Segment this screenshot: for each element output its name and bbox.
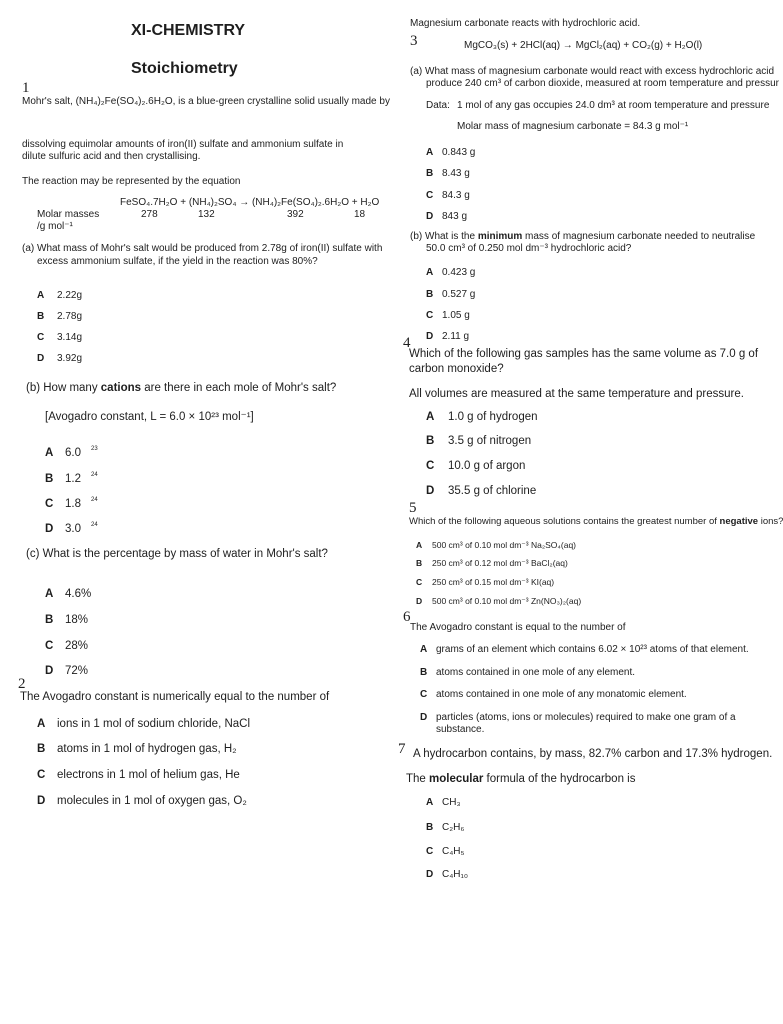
question-number-2: 2: [18, 676, 26, 692]
option-letter: A: [45, 588, 54, 600]
q1b-question-post: are there in each mole of Mohr's salt?: [141, 382, 337, 394]
option-text: 1.8: [65, 498, 81, 510]
option-letter: C: [45, 498, 54, 510]
option-text: 1.05 g: [442, 310, 470, 321]
option-letter: D: [426, 211, 434, 222]
option-letter: A: [37, 718, 46, 730]
q3a-option-b[interactable]: [426, 168, 470, 179]
option-text: 250 cm³ of 0.15 mol dm⁻³ KI(aq): [432, 577, 555, 587]
q1-intro: Mohr's salt, (NH₄)₂Fe(SO₄)₂.6H₂O, is a blue-green crystalline solid usually made by: [22, 96, 390, 107]
q1c-option-a[interactable]: [45, 588, 91, 600]
option-letter: C: [37, 769, 46, 781]
q1a-option-d[interactable]: [37, 353, 82, 364]
q1a-question-line2: excess ammonium sulfate, if the yield in the reaction was 80%?: [37, 256, 318, 267]
q3b-option-c[interactable]: [426, 310, 470, 321]
option-letter: B: [45, 473, 54, 485]
option-text: 2.78g: [57, 311, 83, 322]
q3b-question-line2: 50.0 cm³ of 0.250 mol dm⁻³ hydrochloric acid?: [426, 243, 632, 254]
molar-mass-value: 18: [354, 209, 366, 220]
option-letter: C: [426, 846, 434, 857]
option-text: 10.0 g of argon: [448, 460, 526, 472]
q1b-option-a[interactable]: [45, 447, 98, 459]
q4-question-line2: carbon monoxide?: [409, 363, 504, 375]
molar-mass-value: 392: [287, 209, 304, 220]
question-number-7: 7: [398, 741, 406, 757]
option-text: 2.11 g: [442, 331, 470, 342]
q1b-option-c[interactable]: [45, 498, 98, 510]
q5-option-c[interactable]: [416, 577, 554, 588]
q7-formula-post: formula of the hydrocarbon is: [483, 773, 636, 785]
option-letter: A: [416, 540, 423, 550]
option-text: molecules in 1 mol of oxygen gas, O₂: [57, 795, 247, 807]
option-letter: B: [45, 614, 54, 626]
option-letter: A: [37, 290, 45, 301]
q4-option-d[interactable]: [426, 485, 536, 497]
option-text: 0.423 g: [442, 267, 476, 278]
q5-option-a[interactable]: [416, 540, 576, 551]
option-text: atoms in 1 mol of hydrogen gas, H₂: [57, 743, 237, 755]
option-letter: B: [37, 743, 46, 755]
option-letter: C: [426, 190, 434, 201]
q1b-option-b[interactable]: [45, 473, 98, 485]
option-text: C₄H₁₀: [442, 869, 469, 880]
q3a-option-c[interactable]: [426, 190, 470, 201]
page-title: XI-CHEMISTRY: [131, 22, 246, 39]
option-text: atoms contained in one mole of any monatomic element.: [436, 689, 687, 700]
option-letter: C: [45, 640, 54, 652]
option-text: C₄H₅: [442, 846, 465, 857]
q7-question: A hydrocarbon contains, by mass, 82.7% carbon and 17.3% hydrogen.: [413, 748, 773, 760]
q1c-question: (c) What is the percentage by mass of water in Mohr's salt?: [26, 548, 328, 560]
q3b-question: [410, 231, 755, 242]
option-letter: D: [37, 795, 46, 807]
q6-option-c[interactable]: [420, 689, 687, 700]
q7-formula-pre: The: [406, 773, 430, 785]
q3b-question-post: mass of magnesium carbonate needed to neutralise: [522, 231, 756, 242]
option-letter: B: [416, 558, 423, 568]
q1a-option-c[interactable]: [37, 332, 82, 343]
option-text: 3.92g: [57, 353, 83, 364]
q3b-question-pre: (b) What is the: [410, 231, 478, 242]
option-text: 4.6%: [65, 588, 92, 600]
q6-option-b[interactable]: [420, 667, 635, 678]
option-text: 1.0 g of hydrogen: [448, 411, 538, 423]
option-letter: D: [426, 869, 434, 880]
q6-option-d-line2: substance.: [436, 724, 485, 735]
option-text: electrons in 1 mol of helium gas, He: [57, 769, 240, 781]
q4-option-c[interactable]: [426, 460, 525, 472]
q3a-option-d[interactable]: [426, 211, 467, 222]
q1-equation: FeSO₄.7H₂O + (NH₄)₂SO₄ → (NH₄)₂Fe(SO₄)₂.6H₂O + H₂O: [120, 197, 380, 208]
option-letter: C: [420, 689, 428, 700]
molar-mass-value: 132: [198, 209, 215, 220]
option-letter: D: [416, 596, 423, 606]
question-number-1: 1: [22, 80, 30, 96]
option-text: ions in 1 mol of sodium chloride, NaCl: [57, 718, 251, 730]
option-letter: A: [420, 644, 428, 655]
option-text: grams of an element which contains 6.02 × 10²³ atoms of that element.: [436, 644, 749, 655]
q2-option-c[interactable]: [37, 769, 240, 781]
data-line-1: 1 mol of any gas occupies 24.0 dm³ at room temperature and pressure: [457, 100, 770, 111]
q3a-question: (a) What mass of magnesium carbonate would react with excess hydrochloric acid: [410, 66, 775, 77]
q2-option-b[interactable]: [37, 743, 237, 755]
q6-option-a[interactable]: [420, 644, 749, 655]
q5-option-b[interactable]: [416, 558, 568, 569]
option-letter: C: [416, 577, 423, 587]
option-text: C₂H₆: [442, 822, 465, 833]
option-letter: C: [426, 460, 435, 472]
option-text: 250 cm³ of 0.12 mol dm⁻³ BaCl₂(aq): [432, 558, 568, 568]
option-text: 843 g: [442, 211, 468, 222]
q1-equation-intro: The reaction may be represented by the equation: [22, 176, 241, 187]
option-text: 18%: [65, 614, 89, 626]
q1a-question: (a) What mass of Mohr's salt would be produced from 2.78g of iron(II) sulfate with: [22, 243, 383, 254]
option-text: 500 cm³ of 0.10 mol dm⁻³ Zn(NO₃)₂(aq): [432, 596, 582, 606]
option-text: 0.527 g: [442, 289, 476, 300]
q1a-option-a[interactable]: [37, 290, 82, 301]
q6-option-d[interactable]: [420, 712, 736, 723]
option-letter: A: [426, 411, 435, 423]
question-number-3: 3: [410, 33, 418, 49]
option-letter: A: [426, 147, 434, 158]
q4-option-a[interactable]: [426, 411, 538, 423]
option-text: 0.843 g: [442, 147, 476, 158]
topic-title: Stoichiometry: [131, 60, 238, 77]
q5-option-d[interactable]: [416, 596, 581, 607]
option-letter: B: [37, 311, 45, 322]
q1b-option-d[interactable]: [45, 523, 98, 535]
option-exponent: 23: [91, 446, 98, 452]
q3b-option-a[interactable]: [426, 267, 475, 278]
option-letter: C: [426, 310, 434, 321]
q3-equation: MgCO₃(s) + 2HCl(aq) → MgCl₂(aq) + CO₂(g) + H₂O(l): [464, 40, 703, 51]
q6-question: The Avogadro constant is equal to the number of: [410, 622, 626, 633]
option-text: 72%: [65, 665, 89, 677]
q3b-question-bold: minimum: [477, 231, 523, 242]
q3a-option-a[interactable]: [426, 147, 475, 158]
q1c-option-c[interactable]: [45, 640, 88, 652]
q4-question: Which of the following gas samples has the same volume as 7.0 g of: [409, 348, 759, 360]
option-letter: D: [37, 353, 45, 364]
option-text: 1.2: [65, 473, 81, 485]
option-letter: A: [426, 267, 434, 278]
option-text: 35.5 g of chlorine: [448, 485, 537, 497]
q1c-option-b[interactable]: [45, 614, 88, 626]
molar-masses-unit: /g mol⁻¹: [37, 221, 73, 232]
q4-note: All volumes are measured at the same temperature and pressure.: [409, 388, 744, 400]
q5-question-post: ions?: [758, 516, 783, 527]
q3-intro: Magnesium carbonate reacts with hydrochloric acid.: [410, 18, 641, 29]
option-letter: D: [45, 665, 54, 677]
option-letter: B: [426, 168, 434, 179]
q1b-question-bold: cations: [100, 382, 142, 394]
q3a-question-line2: produce 240 cm³ of carbon dioxide, measured at room temperature and pressur: [426, 78, 779, 89]
q1b-question: [26, 382, 336, 394]
question-number-6: 6: [403, 609, 411, 625]
q7-option-b[interactable]: [426, 822, 464, 833]
question-number-5: 5: [409, 500, 417, 516]
option-text: 3.5 g of nitrogen: [448, 435, 532, 447]
q1b-question-pre: (b) How many: [26, 382, 101, 394]
question-number-4: 4: [403, 335, 411, 351]
q1-intro-line3: dilute sulfuric acid and then crystallising.: [22, 151, 201, 162]
q7-option-d[interactable]: [426, 869, 468, 880]
option-text: 28%: [65, 640, 89, 652]
q2-option-d[interactable]: [37, 795, 247, 807]
option-letter: B: [420, 667, 428, 678]
option-text: 2.22g: [57, 290, 83, 301]
option-text: 84.3 g: [442, 190, 470, 201]
option-text: particles (atoms, ions or molecules) required to make one gram of a: [436, 712, 736, 723]
option-text: 500 cm³ of 0.10 mol dm⁻³ Na₂SO₄(aq): [432, 540, 576, 550]
q2-question: The Avogadro constant is numerically equal to the number of: [20, 691, 330, 703]
molar-masses-label: Molar masses: [37, 209, 100, 220]
q5-question-bold: negative: [719, 516, 759, 527]
option-exponent: 24: [91, 497, 98, 503]
q5-question-pre: Which of the following aqueous solutions contains the greatest number of: [409, 516, 720, 527]
option-text: CH₃: [442, 797, 461, 808]
data-line-2: Molar mass of magnesium carbonate = 84.3 g mol⁻¹: [457, 121, 689, 132]
option-text: 6.0: [65, 447, 81, 459]
option-text: atoms contained in one mole of any element.: [436, 667, 636, 678]
q7-option-a[interactable]: [426, 797, 461, 808]
q2-option-a[interactable]: [37, 718, 250, 730]
option-letter: B: [426, 822, 434, 833]
q7-option-c[interactable]: [426, 846, 465, 857]
option-letter: B: [426, 289, 434, 300]
q3b-option-b[interactable]: [426, 289, 475, 300]
option-text: 3.0: [65, 523, 81, 535]
option-letter: D: [426, 331, 434, 342]
q1-intro-line2: dissolving equimolar amounts of iron(II) sulfate and ammonium sulfate in: [22, 139, 344, 150]
option-letter: A: [426, 797, 434, 808]
q5-question: [409, 516, 783, 527]
avogadro-constant-note: [Avogadro constant, L = 6.0 × 10²³ mol⁻¹]: [45, 411, 254, 423]
option-letter: B: [426, 435, 435, 447]
option-text: 3.14g: [57, 332, 83, 343]
q3b-option-d[interactable]: [426, 331, 469, 342]
option-exponent: 24: [91, 472, 98, 478]
q1c-option-d[interactable]: [45, 665, 88, 677]
option-letter: D: [45, 523, 54, 535]
option-letter: C: [37, 332, 45, 343]
option-text: 8.43 g: [442, 168, 470, 179]
q4-option-b[interactable]: [426, 435, 531, 447]
data-label: Data:: [426, 100, 450, 111]
option-letter: D: [426, 485, 435, 497]
q7-formula-bold: molecular: [429, 773, 484, 785]
q1a-option-b[interactable]: [37, 311, 82, 322]
option-letter: A: [45, 447, 54, 459]
q7-formula-prompt: [406, 773, 635, 785]
option-letter: D: [420, 712, 428, 723]
option-exponent: 24: [91, 522, 98, 528]
molar-mass-value: 278: [141, 209, 158, 220]
